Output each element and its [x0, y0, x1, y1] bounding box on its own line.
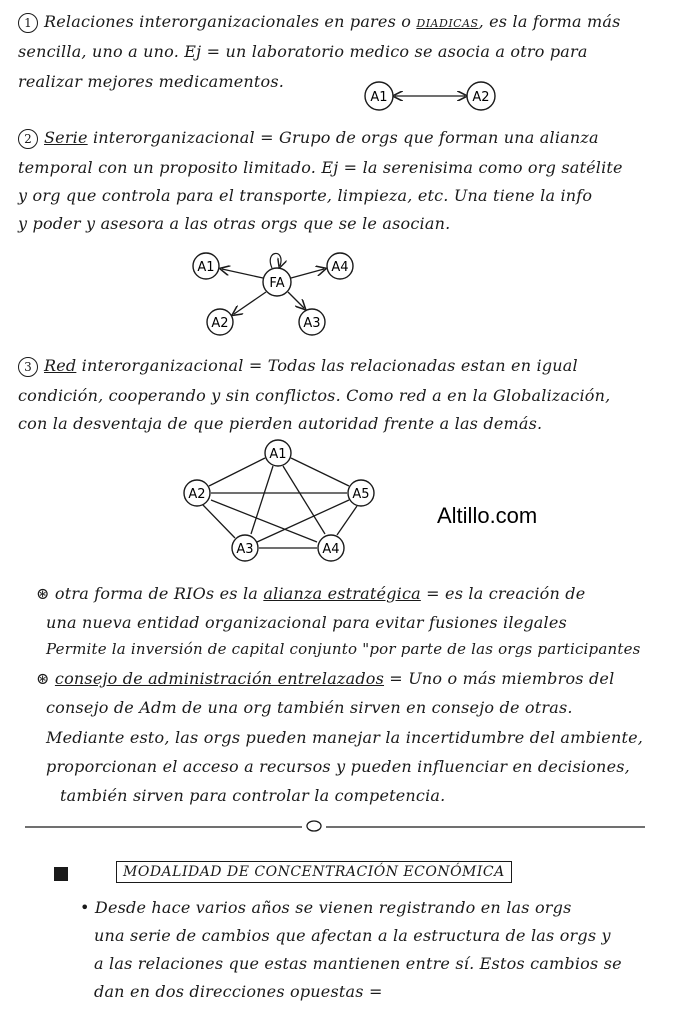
red-label-a3: A3 [236, 542, 254, 557]
red-label-a5: A5 [352, 487, 370, 502]
s2-number: 2 [18, 129, 38, 149]
s3-line-2: condición, cooperando y sin conflictos. Como red a en la Globalización, [18, 386, 611, 405]
s1-number: 1 [18, 13, 38, 33]
serie-label-a1: A1 [197, 260, 215, 275]
star1-line-1: ⊛ otra forma de RIOs es la alianza estratégica = es la creación de [36, 584, 586, 603]
serie-link-a4 [291, 269, 324, 278]
red-label-a4: A4 [322, 542, 340, 557]
star2-line-4: proporcionan el acceso a recursos y pueden influenciar en decisiones, [46, 757, 630, 776]
star2-line-5: también sirven para controlar la competencia. [60, 786, 446, 805]
section-line-2: una serie de cambios que afectan a la estructura de las orgs y [94, 926, 611, 945]
dyad-label-a2: A2 [472, 90, 490, 105]
s1-line-3: realizar mejores medicamentos. [18, 72, 285, 91]
star2-line-1: ⊛ consejo de administración entrelazados = Uno o más miembros del [36, 669, 615, 688]
serie-link-a2 [234, 292, 266, 314]
serie-link-a1 [222, 269, 263, 278]
serie-center-label: FA [269, 276, 285, 291]
star2-line-3: Mediante esto, las orgs pueden manejar la incertidumbre del ambiente, [46, 728, 644, 747]
section-line-4: dan en dos direcciones opuestas = [94, 982, 383, 1001]
star1-line-2: una nueva entidad organizacional para evitar fusiones ilegales [46, 613, 567, 632]
serie-link-a3 [288, 292, 304, 308]
serie-label-a2: A2 [211, 316, 229, 331]
diadicas-term: DIADICAS [416, 17, 479, 30]
s2-line-4: y poder y asesora a las otras orgs que se le asocian. [18, 214, 451, 233]
asterisk-icon: ⊛ [36, 669, 55, 688]
red-term: Red [44, 356, 77, 375]
alianza-term: alianza estratégica [263, 584, 421, 603]
section-line-3: a las relaciones que estas mantienen entre sí. Estos cambios se [94, 954, 622, 973]
section-line-1: • Desde hace varios años se vienen registrando en las orgs [80, 898, 572, 917]
bullet-square-icon [54, 867, 68, 881]
serie-diagram [180, 240, 370, 340]
altillo-watermark: Altillo.com [437, 503, 538, 528]
s1-line-2: sencilla, uno a uno. Ej = un laboratorio medico se asocia a otro para [18, 42, 588, 61]
s2-line-2: temporal con un proposito limitado. Ej = la serenisima como org satélite [18, 158, 623, 177]
consejo-term: consejo de administración entrelazados [54, 669, 385, 688]
section-divider [20, 818, 650, 834]
red-link-a1-a5 [291, 458, 349, 486]
serie-label-a4: A4 [331, 260, 349, 275]
s2-line-1: 2 Serie interorganizacional = Grupo de orgs que forman una alianza [18, 128, 599, 149]
serie-label-a3: A3 [303, 316, 321, 331]
s1-line-1: 1 Relaciones interorganizacionales en pares o DIADICAS, es la forma más [18, 12, 621, 33]
red-link-a2-a4 [211, 500, 317, 542]
red-label-a2: A2 [188, 487, 206, 502]
s3-number: 3 [18, 357, 38, 377]
section-title: MODALIDAD DE CONCENTRACIÓN ECONÓMICA [116, 861, 512, 883]
red-diagram [175, 438, 390, 568]
s2-line-3: y org que controla para el transporte, limpieza, etc. Una tiene la info [18, 186, 593, 205]
red-link-a5-a4 [337, 506, 357, 535]
s3-line-3: con la desventaja de que pierden autoridad frente a las demás. [18, 414, 543, 433]
dyad-diagram [355, 78, 505, 118]
red-link-a1-a2 [209, 458, 265, 486]
serie-self-loop [270, 253, 281, 268]
star1-line-3: Permite la inversión de capital conjunto "por parte de las orgs participantes [46, 640, 641, 658]
asterisk-icon: ⊛ [36, 584, 55, 603]
red-link-a2-a3 [203, 505, 235, 538]
red-link-a1-a4 [283, 466, 325, 534]
serie-term: Serie [44, 128, 88, 147]
dyad-label-a1: A1 [370, 90, 388, 105]
star2-line-2: consejo de Adm de una org también sirven en consejo de otras. [46, 698, 573, 717]
red-label-a1: A1 [269, 447, 287, 462]
s3-line-1: 3 Red interorganizacional = Todas las relacionadas estan en igual [18, 356, 578, 377]
